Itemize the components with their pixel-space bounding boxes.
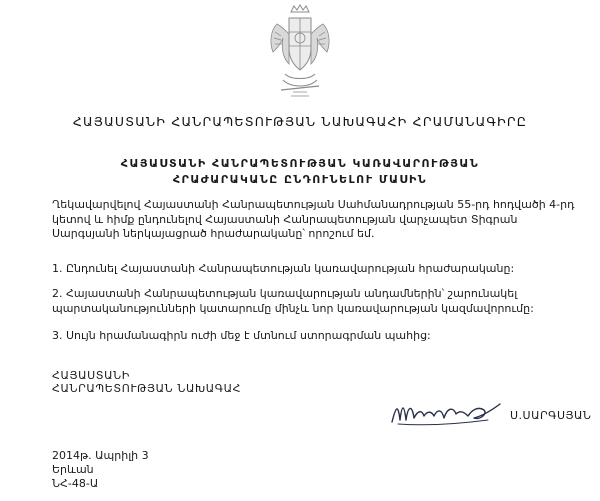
paragraph-line: Ղեկավարվելով Հայաստանի Հանրապետության Սահմանադրության 55-րդ հոդվածի 4-րդ xyxy=(52,198,575,211)
paragraph-line: պարտականությունների կատարումը մինչև նոր կառավարության կազմավորումը: xyxy=(52,301,534,315)
coat-of-arms-emblem xyxy=(267,4,333,100)
signatory-title-line: ՀԱՅԱՍՏԱՆԻ xyxy=(52,369,130,382)
decree-header-title: ՀԱՅԱՍՏԱՆԻ ՀԱՆՐԱՊԵՏՈՒԹՅԱՆ ՆԱԽԱԳԱՀԻ ՀՐԱՄԱՆԱԳԻՐԸ xyxy=(72,114,528,129)
signatory-title-line: ՀԱՆՐԱՊԵՏՈՒԹՅԱՆ ՆԱԽԱԳԱՀ xyxy=(52,382,242,395)
decree-item-2 xyxy=(52,287,582,316)
paragraph-line: 2. Հայաստանի Հանրապետության կառավարության անդամներին՝ շարունակել xyxy=(52,287,518,300)
decree-city: Երևան xyxy=(52,463,94,476)
decree-number: ՆՀ-48-Ա xyxy=(52,477,99,490)
decree-footer xyxy=(52,449,149,491)
decree-item-3: 3. Սույն հրամանագիրն ուժի մեջ է մտնում ստորագրման պահից: xyxy=(52,329,431,342)
signer-name: Ս.ՍԱՐԳՍՅԱՆ xyxy=(510,409,592,422)
paragraph-line: կետով և հիմք ընդունելով Հայաստանի Հանրապետության վարչապետ Տիգրան xyxy=(52,212,518,226)
paragraph-line: Սարգսյանի ներկայացրած հրաժարականը՝ որոշում եմ. xyxy=(52,227,375,240)
document-title-line: ՀՐԱԺԱՐԱԿԱՆԸ ԸՆԴՈՒՆԵԼՈՒ ՄԱՍԻՆ xyxy=(172,173,428,186)
decree-item-1: 1. Ընդունել Հայաստանի Հանրապետության կառավարության հրաժարականը: xyxy=(52,262,515,275)
document-title-line: ՀԱՅԱՍՏԱՆԻ ՀԱՆՐԱՊԵՏՈՒԹՅԱՆ ԿԱՌԱՎԱՐՈՒԹՅԱՆ xyxy=(120,157,480,170)
intro-paragraph xyxy=(52,198,582,242)
decree-date: 2014թ. Ապրիլի 3 xyxy=(52,449,149,462)
document-title xyxy=(0,156,600,188)
handwritten-signature xyxy=(388,396,508,430)
signatory-title xyxy=(52,369,241,395)
